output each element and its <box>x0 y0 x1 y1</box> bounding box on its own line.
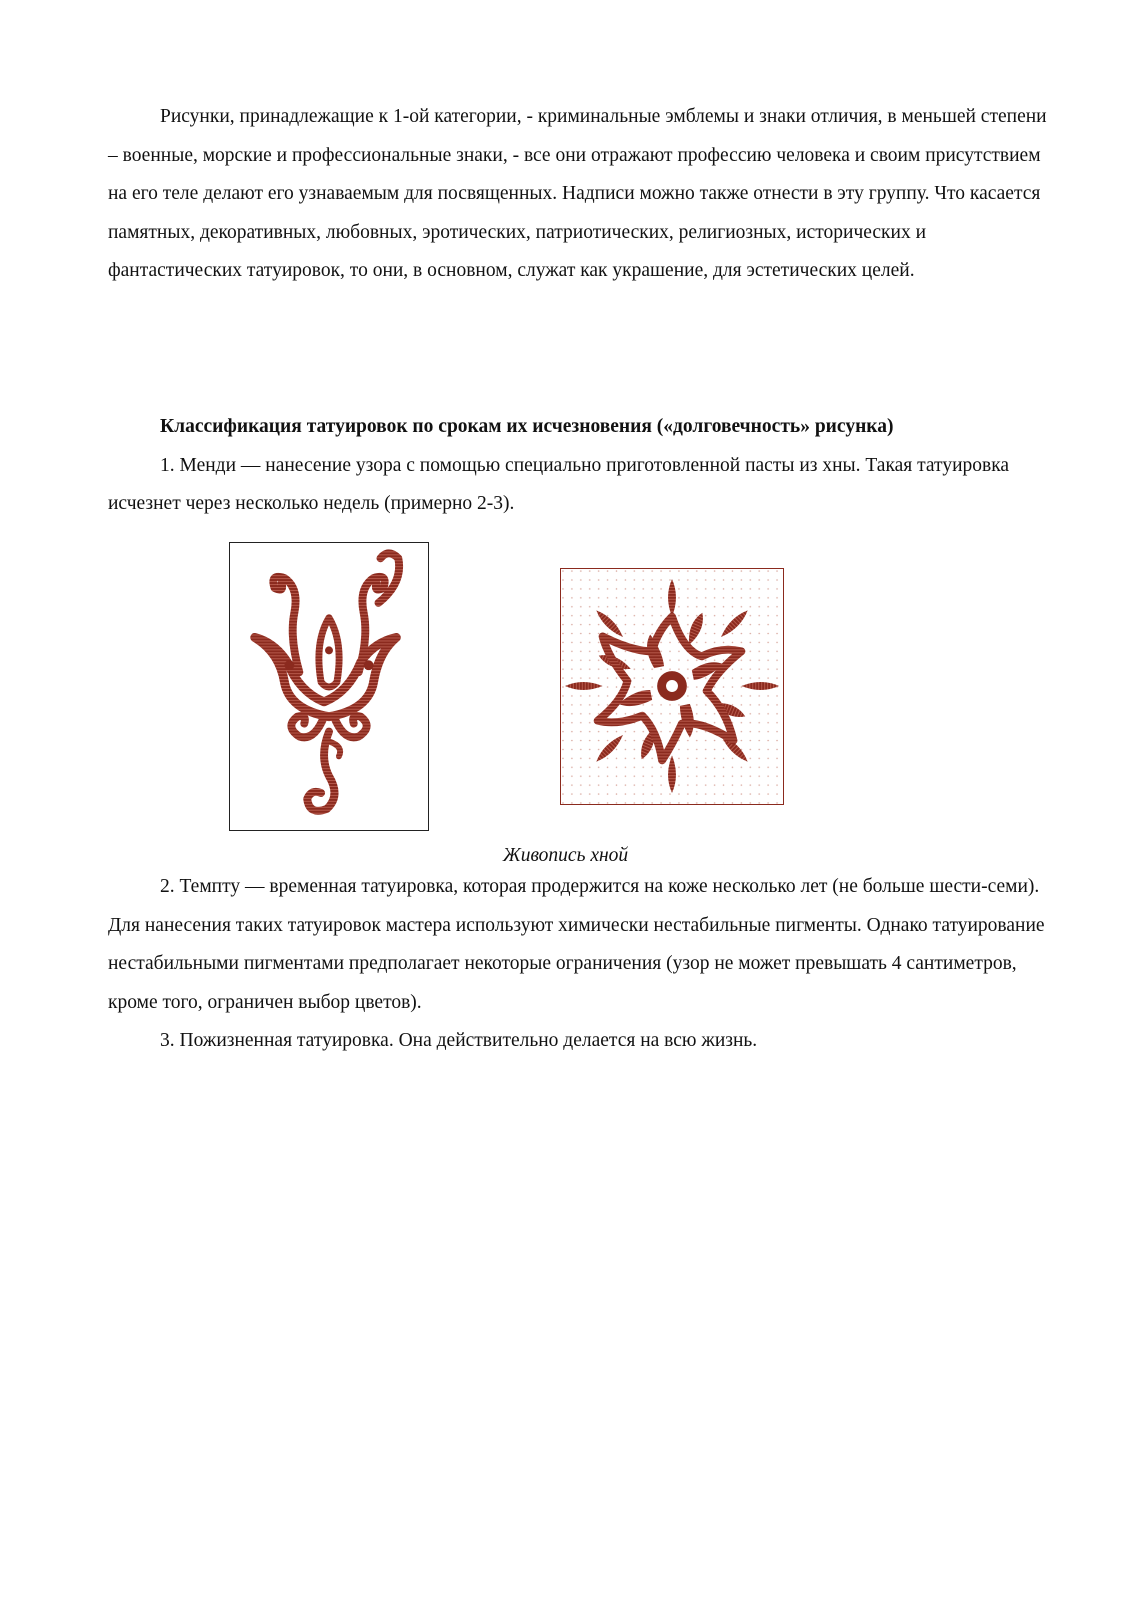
figure-caption: Живопись хной <box>502 845 629 866</box>
item-mendi: 1. Менди — нанесение узора с помощью специально приготовленной пасты из хны. Такая татуировка исчезнет через несколько недель (примерно 2-3). <box>108 454 1010 515</box>
item-permanent: 3. Пожизненная татуировка. Она действительно делается на всю жизнь. <box>160 1030 758 1052</box>
intro-block <box>108 98 1048 291</box>
section-heading: Классификация татуировок по срокам их исчезновения («долговечность» рисунка) <box>160 416 894 437</box>
classification-block <box>108 408 1048 524</box>
temporary-block <box>108 868 1048 1061</box>
paragraph-categories: Рисунки, принадлежащие к 1-ой категории, - криминальные эмблемы и знаки отличия, в меньшей степени – военные, морские и профессиональные знаки, - все они отражают профессию человека и своим присутствием на его теле делают его узнаваемым для посвященных. Надписи можно также отнести в эту группу. Что касается памятных, декоративных, любовных, эротических, патриотических, религиозных, исторических и фантастических татуировок, то они, в основном, служат как украшение, для эстетических целей. <box>108 106 1047 282</box>
henna-lotus-icon <box>230 543 428 830</box>
henna-image-right <box>560 568 784 805</box>
henna-flower-icon <box>561 569 783 804</box>
item-temptu: 2. Темпту — временная татуировка, которая продержится на коже несколько лет (не больше шести-семи). Для нанесения таких татуировок мастера используют химически нестабильные пигменты. Однако татуирование нестабильными пигментами предполагает некоторые ограничения (узор не может превышать 4 сантиметров, кроме того, ограничен выбор цветов). <box>108 876 1045 1013</box>
henna-image-left <box>229 542 429 831</box>
